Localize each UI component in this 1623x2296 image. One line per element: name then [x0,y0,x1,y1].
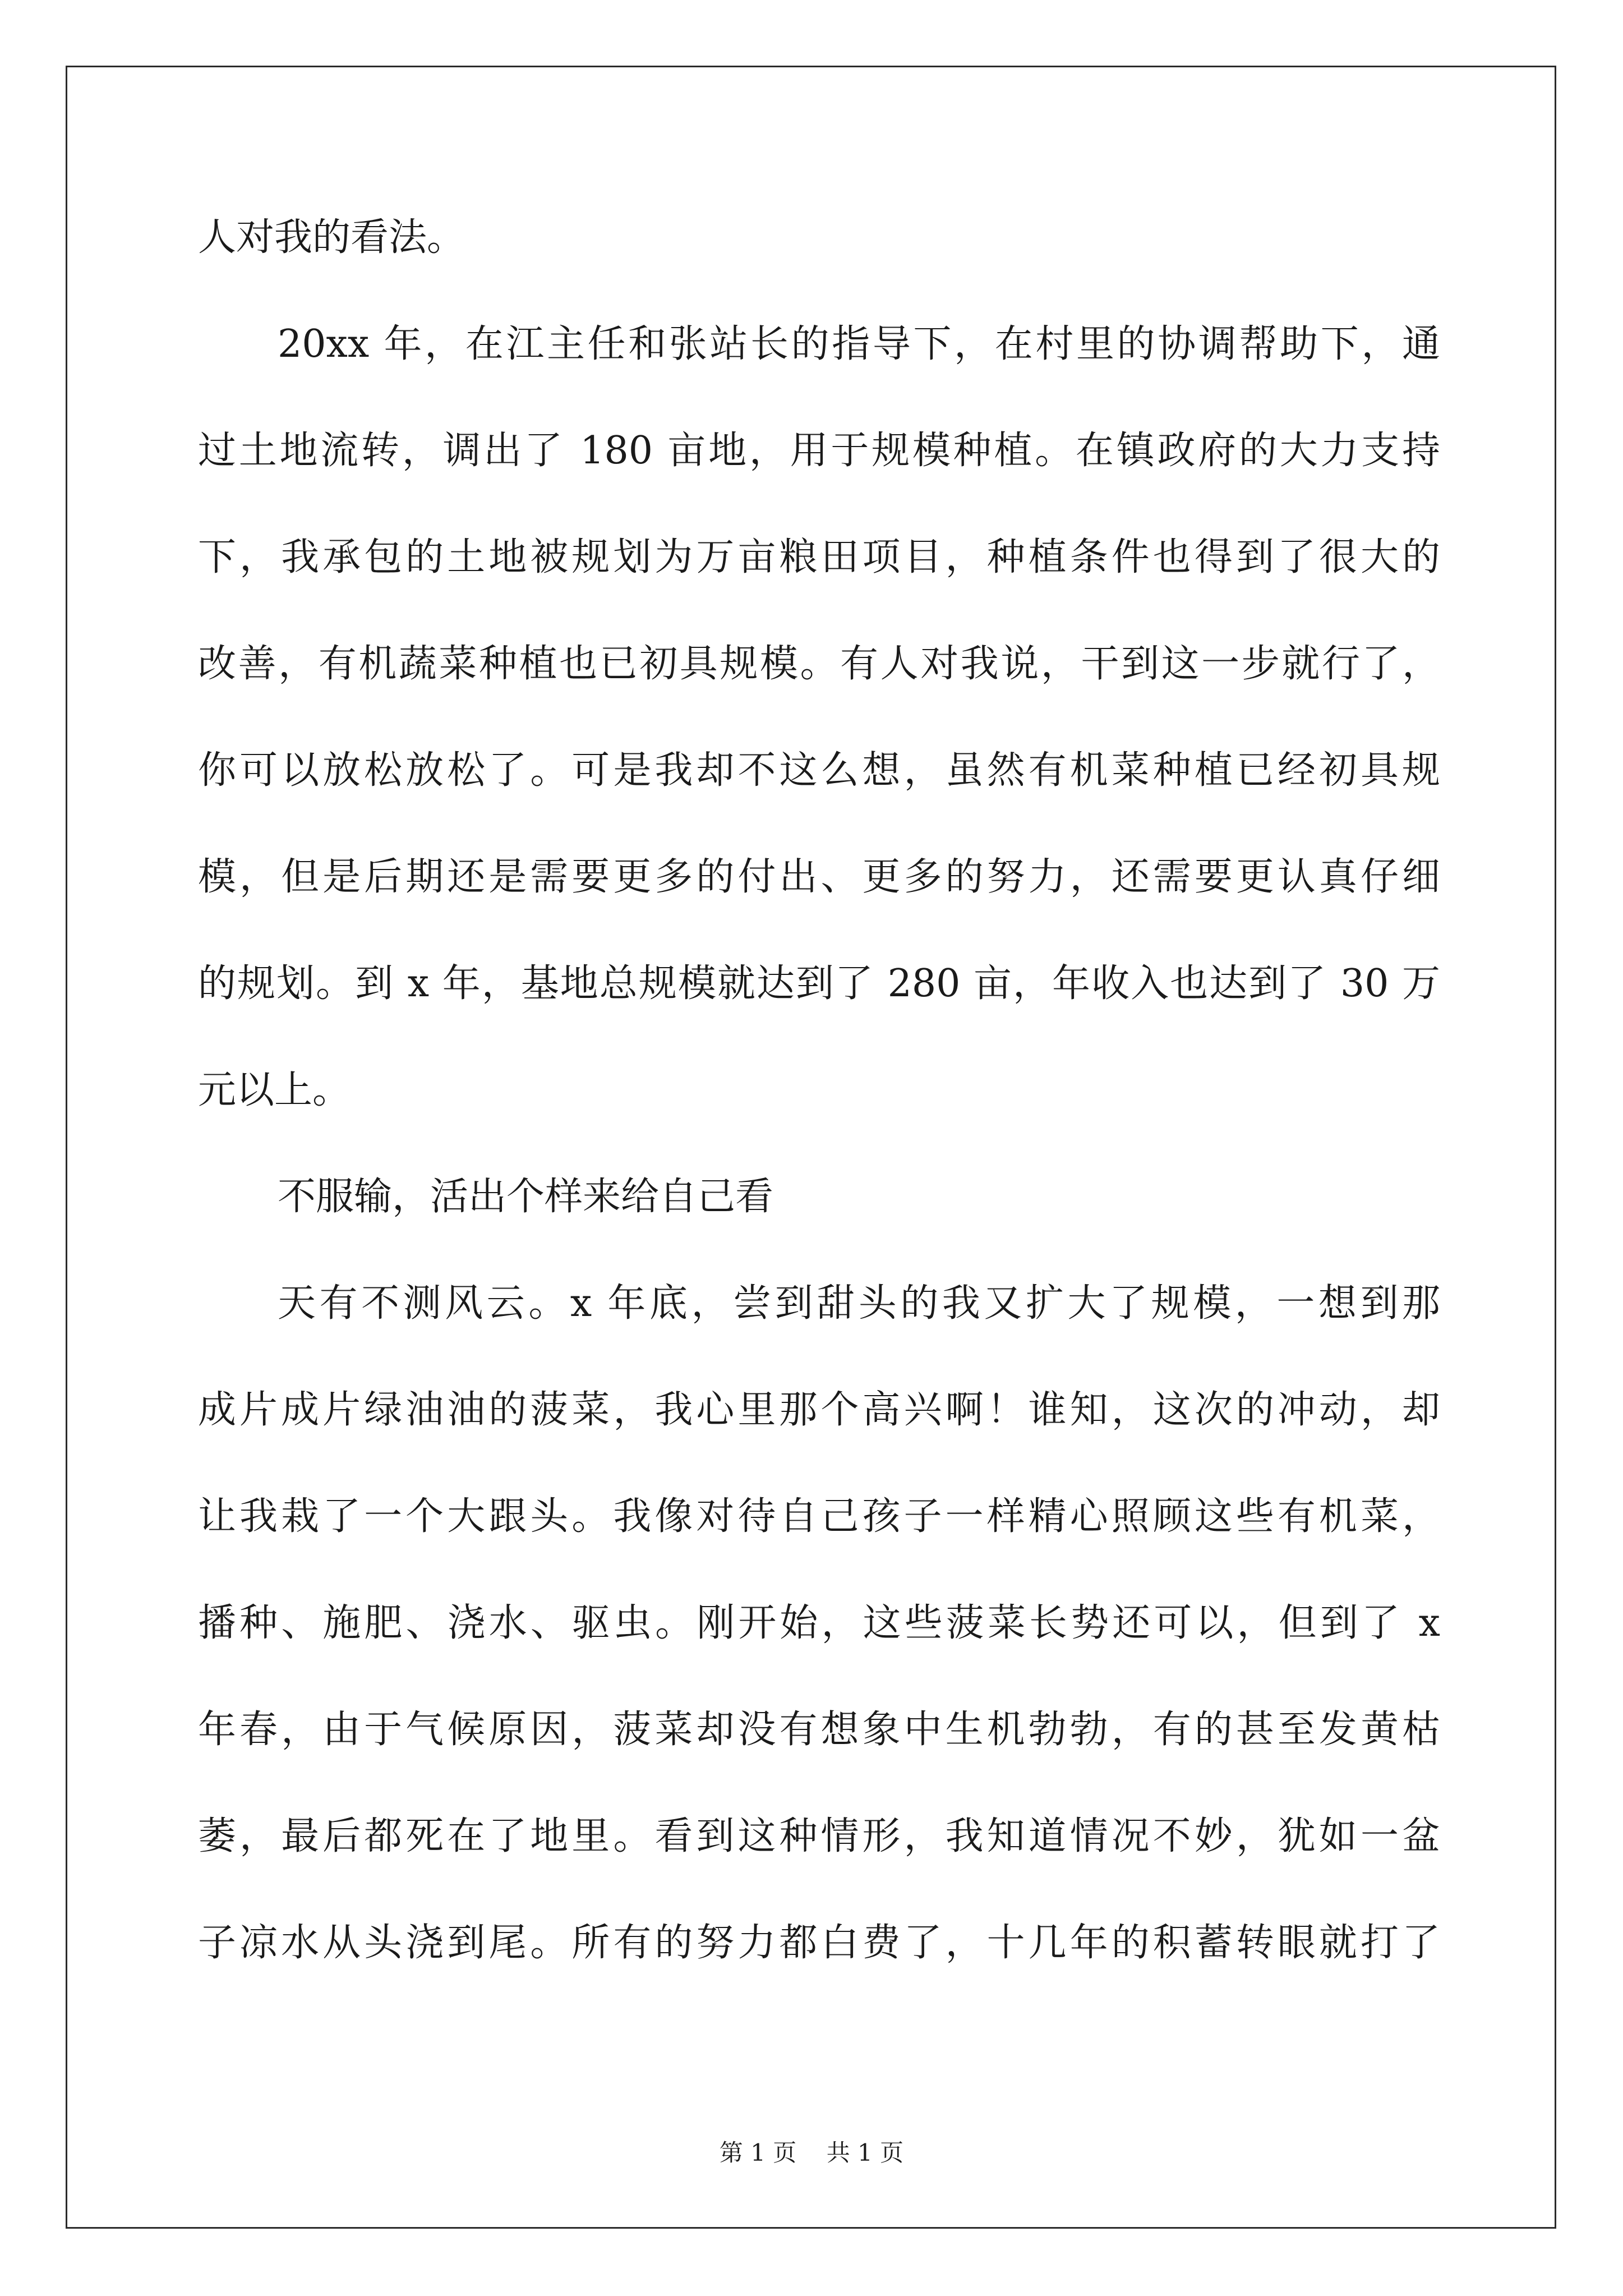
document-body [198,215,1440,2031]
text-line: 元以上。 [198,1068,351,1112]
section-heading: 不服输，活出个样来给自己看 [278,1175,774,1219]
text-line: 的规划。到 x 年，基地总规模就达到了 280 亩，年收入也达到了 30 万 [198,961,1440,1006]
text-line: 人对我的看法。 [198,215,465,260]
text-line: 天有不测风云。x 年底，尝到甜头的我又扩大了规模，一想到那 [278,1281,1440,1326]
text-line: 你可以放松放松了。可是我却不这么想，虽然有机菜种植已经初具规 [198,748,1440,793]
page-number: 第 1 页 共 1 页 [719,2139,904,2166]
text-line: 20xx 年，在江主任和张站长的指导下，在村里的协调帮助下，通 [278,322,1440,366]
text-line: 子凉水从头浇到尾。所有的努力都白费了，十几年的积蓄转眼就打了 [198,1921,1440,1965]
text-line: 模，但是后期还是需要更多的付出、更多的努力，还需要更认真仔细 [198,855,1440,899]
text-line: 让我栽了一个大跟头。我像对待自己孩子一样精心照顾这些有机菜， [198,1494,1440,1539]
text-line: 过土地流转，调出了 180 亩地，用于规模种植。在镇政府的大力支持 [198,429,1440,473]
text-line: 播种、施肥、浇水、驱虫。刚开始，这些菠菜长势还可以，但到了 x [198,1601,1440,1645]
text-line: 改善，有机蔬菜种植也已初具规模。有人对我说，干到这一步就行了， [198,642,1440,686]
text-line: 萎，最后都死在了地里。看到这种情形，我知道情况不妙，犹如一盆 [198,1814,1440,1858]
text-line: 年春，由于气候原因，菠菜却没有想象中生机勃勃，有的甚至发黄枯 [198,1708,1440,1752]
text-line: 下，我承包的土地被规划为万亩粮田项目，种植条件也得到了很大的 [198,535,1440,579]
text-line: 成片成片绿油油的菠菜，我心里那个高兴啊！谁知，这次的冲动，却 [198,1388,1440,1432]
